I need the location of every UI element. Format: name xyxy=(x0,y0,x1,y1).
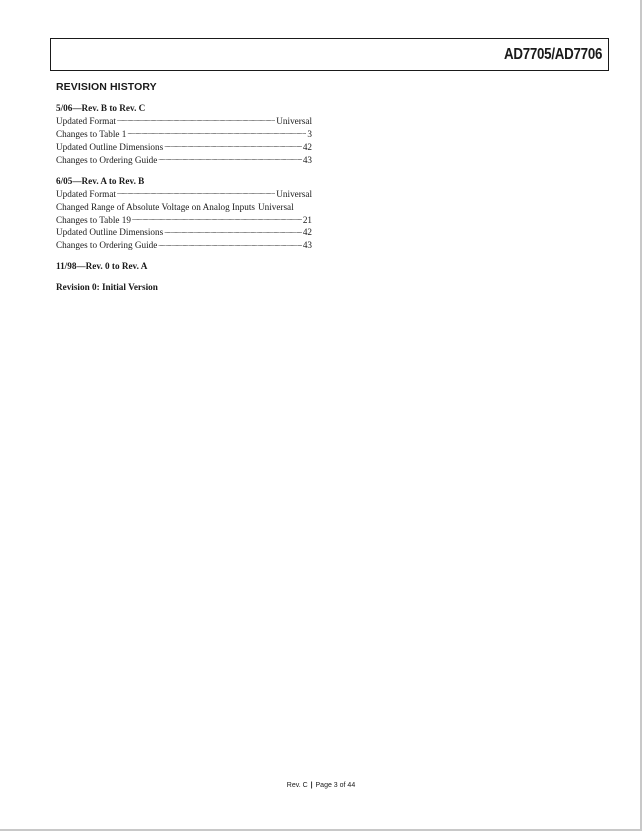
dot-leader xyxy=(117,115,275,124)
revision-history-section xyxy=(56,81,312,294)
dot-leader xyxy=(117,188,275,197)
footer-page-number: Page 3 of 44 xyxy=(315,782,356,789)
entry-text: Changes to Table 1 xyxy=(56,128,127,139)
revision-entry xyxy=(56,154,312,167)
entry-text: Changes to Ordering Guide xyxy=(56,240,158,251)
revision-entry xyxy=(56,188,312,201)
dot-leader xyxy=(164,141,302,150)
dot-leader xyxy=(164,226,302,235)
page-header xyxy=(50,38,609,71)
revision-entry xyxy=(56,201,312,214)
revision-heading: 6/05—Rev. A to Rev. B xyxy=(56,175,145,186)
revision-block-rev-c xyxy=(56,102,312,167)
revision-heading: Revision 0: Initial Version xyxy=(56,282,158,293)
revision-entry xyxy=(56,141,312,154)
entry-text: Updated Outline Dimensions xyxy=(56,227,164,238)
entry-page: 42 xyxy=(302,227,312,238)
entry-page: Universal xyxy=(276,188,312,199)
page-footer xyxy=(0,782,642,789)
revision-entry xyxy=(56,128,312,141)
revision-entry xyxy=(56,226,312,239)
entry-text: Updated Format xyxy=(56,115,116,126)
entry-text: Updated Format xyxy=(56,188,116,199)
revision-entry xyxy=(56,115,312,128)
entry-text: Changes to Table 19 xyxy=(56,214,131,225)
revision-block-rev-b xyxy=(56,175,312,253)
revision-heading: 11/98—Rev. 0 to Rev. A xyxy=(56,261,148,272)
dot-leader xyxy=(158,154,302,163)
section-title: REVISION HISTORY xyxy=(56,81,157,93)
entry-page: 43 xyxy=(302,240,312,251)
entry-page: 21 xyxy=(302,214,312,225)
revision-heading: 5/06—Rev. B to Rev. C xyxy=(56,103,146,113)
footer-revision: Rev. C xyxy=(286,782,308,789)
entry-page: 3 xyxy=(307,128,312,139)
entry-page: Universal xyxy=(276,115,312,126)
entry-page: 43 xyxy=(302,154,312,165)
entry-page: 42 xyxy=(302,141,312,152)
dot-leader xyxy=(132,213,302,222)
revision-entry xyxy=(56,213,312,226)
entry-page: Universal xyxy=(257,201,294,212)
entry-text: Updated Outline Dimensions xyxy=(56,141,164,152)
entry-text: Changed Range of Absolute Voltage on Analog Inputs xyxy=(56,201,255,212)
entry-text: Changes to Ordering Guide xyxy=(56,154,158,165)
dot-leader xyxy=(158,239,302,248)
footer-separator: | xyxy=(310,782,313,789)
revision-entry xyxy=(56,239,312,252)
dot-leader xyxy=(127,128,306,137)
part-number: AD7705/AD7706 xyxy=(503,46,602,63)
